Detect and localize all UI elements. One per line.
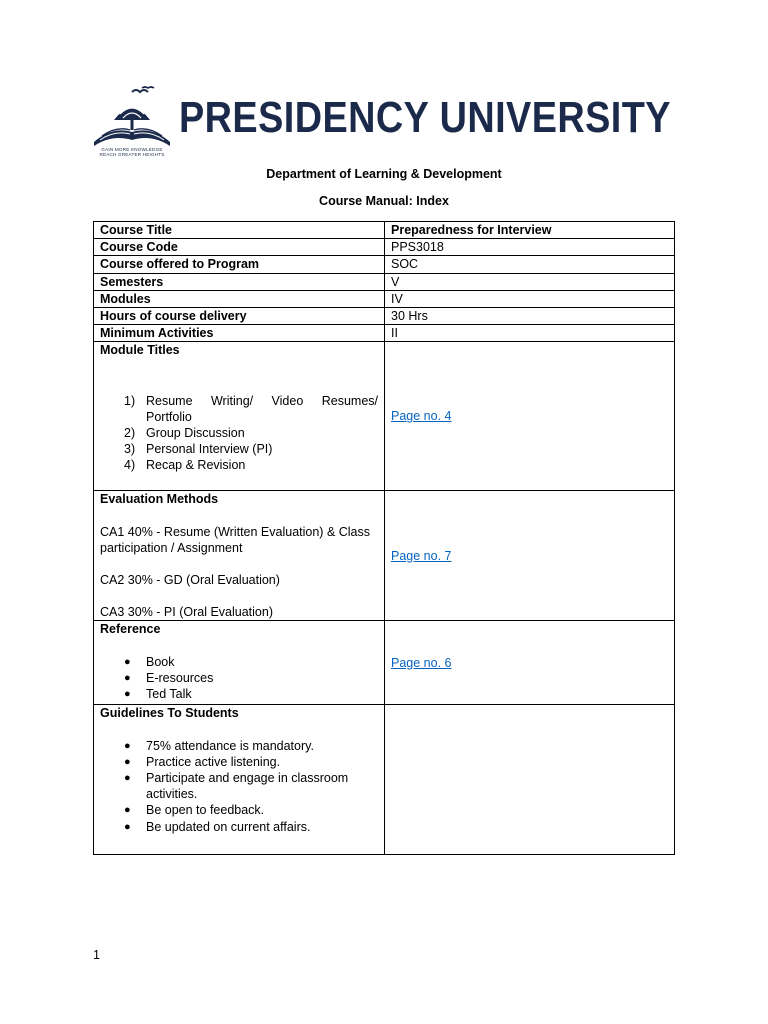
table-row-reference (94, 621, 675, 705)
table-row (94, 256, 675, 273)
university-name: PRESIDENCY UNIVERSITY (179, 93, 671, 142)
logo-tagline-1: GAIN MORE KNOWLEDGE (101, 147, 163, 152)
list-item: 4) Recap & Revision (124, 458, 246, 473)
evaluation-ca1: CA1 40% - Resume (Written Evaluation) & Class participation / Assignment (100, 524, 371, 555)
row-label: Course Title (94, 222, 385, 239)
bullet-icon: ● (124, 820, 131, 833)
table-row (94, 325, 675, 342)
guidelines-label: Guidelines To Students (100, 706, 239, 721)
row-label: Hours of course delivery (94, 308, 385, 325)
table-row (94, 308, 675, 325)
university-logo (92, 86, 676, 158)
logo-tagline-2: REACH GREATER HEIGHTS (99, 152, 165, 157)
module-titles-page-link[interactable]: Page no. 4 (391, 409, 452, 424)
bullet-icon: ● (124, 671, 131, 684)
row-value: IV (385, 290, 675, 307)
evaluation-ca3: CA3 30% - PI (Oral Evaluation) (100, 605, 273, 620)
evaluation-ca2: CA2 30% - GD (Oral Evaluation) (100, 573, 280, 588)
list-item: ● Book (124, 654, 175, 669)
bullet-icon: ● (124, 739, 131, 752)
list-item: 3) Personal Interview (PI) (124, 442, 273, 457)
row-value: Preparedness for Interview (385, 222, 675, 239)
table-row (94, 290, 675, 307)
manual-heading: Course Manual: Index (319, 194, 449, 208)
bullet-icon: ● (124, 655, 131, 668)
list-item: 2) Group Discussion (124, 426, 245, 441)
bullet-icon: ● (124, 755, 131, 768)
row-label: Course Code (94, 239, 385, 256)
evaluation-page-link[interactable]: Page no. 7 (391, 548, 452, 563)
bullet-icon: ● (124, 688, 131, 701)
list-item: ● Be updated on current affairs. (124, 819, 311, 834)
table-row (94, 239, 675, 256)
page-number: 1 (93, 948, 100, 962)
row-value: V (385, 273, 675, 290)
list-item: ● Be open to feedback. (124, 803, 265, 818)
list-item: ● Ted Talk (124, 687, 192, 702)
course-index-table (93, 221, 675, 855)
reference-label: Reference (100, 622, 161, 637)
bullet-icon: ● (124, 772, 131, 785)
row-label: Course offered to Program (94, 256, 385, 273)
row-value: 30 Hrs (385, 308, 675, 325)
evaluation-label: Evaluation Methods (100, 492, 219, 507)
table-row-evaluation (94, 491, 675, 621)
row-value: II (385, 325, 675, 342)
row-label: Minimum Activities (94, 325, 385, 342)
department-heading: Department of Learning & Development (266, 167, 502, 181)
list-item: ● Practice active listening. (124, 754, 281, 769)
list-item: ● Participate and engage in classroom activities. (124, 771, 349, 802)
table-row (94, 222, 675, 239)
list-item: ● E-resources (124, 670, 214, 685)
table-row-guidelines (94, 705, 675, 855)
row-value: SOC (385, 256, 675, 273)
table-row-module-titles (94, 342, 675, 491)
list-item: ● 75% attendance is mandatory. (124, 738, 314, 753)
row-label: Semesters (94, 273, 385, 290)
reference-page-link[interactable]: Page no. 6 (391, 655, 452, 670)
row-label: Modules (94, 290, 385, 307)
module-titles-label: Module Titles (100, 343, 180, 358)
list-item: 1) Resume Writing/ Video Resumes/ Portfolio (124, 393, 378, 424)
row-value: PPS3018 (385, 239, 675, 256)
bullet-icon: ● (124, 804, 131, 817)
table-row (94, 273, 675, 290)
